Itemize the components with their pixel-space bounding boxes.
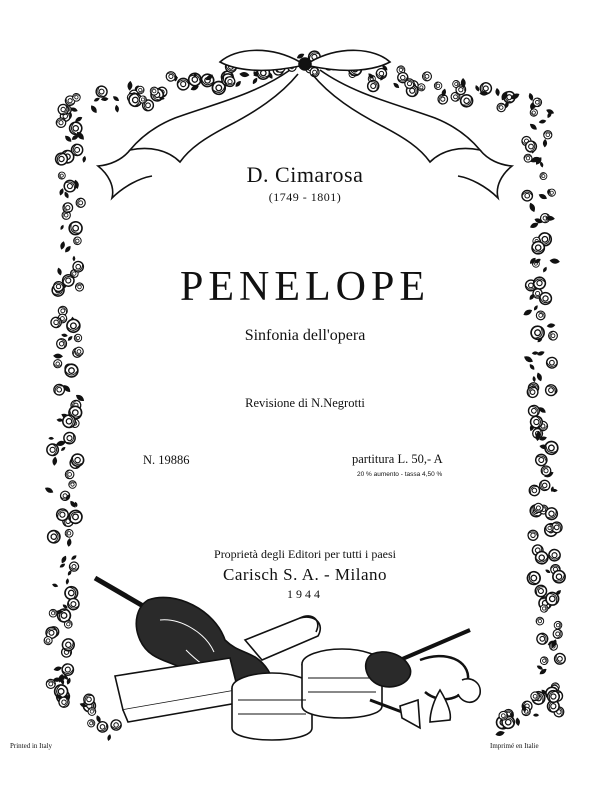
garland-flower: [539, 655, 549, 665]
garland-flower: [392, 82, 400, 90]
garland-flower: [139, 96, 147, 104]
garland-flower: [114, 105, 119, 113]
garland-flower: [528, 122, 538, 131]
garland-flower: [535, 309, 547, 321]
score-price: partitura L. 50,- A: [352, 452, 443, 466]
garland-flower: [110, 719, 122, 731]
garland-flower: [251, 77, 258, 85]
garland-flower: [94, 84, 108, 98]
garland-flower: [64, 134, 73, 143]
garland-flower: [530, 415, 543, 428]
garland-flower: [62, 414, 76, 428]
garland-flower: [554, 621, 562, 629]
garland-flower: [53, 665, 62, 672]
musical-instruments-still-life: [95, 578, 480, 740]
garland-flower: [546, 357, 558, 369]
garland-flower: [60, 446, 66, 452]
garland-flower: [544, 131, 552, 139]
composer-name: D. Cimarosa: [246, 162, 364, 187]
garland-flower: [535, 632, 549, 646]
footer-printed-in: Printed in Italy: [10, 742, 52, 750]
garland-flower: [65, 364, 78, 377]
garland-flower: [72, 256, 75, 262]
garland-flower: [66, 538, 72, 547]
garland-flower: [533, 98, 542, 107]
garland-flower: [52, 382, 67, 397]
garland-flower: [72, 236, 82, 246]
garland-flower: [529, 108, 539, 118]
garland-flower: [538, 119, 546, 124]
garland-flower: [515, 717, 521, 726]
garland-flower: [59, 224, 64, 231]
rights-notice: Proprietà degli Editori per tutti i paesi: [214, 547, 396, 561]
revision-credit: Revisione di N.Negrotti: [245, 396, 365, 410]
garland-flower: [434, 82, 442, 90]
garland-flower: [64, 245, 73, 254]
garland-flower: [53, 359, 62, 368]
garland-flower: [65, 529, 74, 538]
price-surcharge: 20 % aumento - tassa 4,50 %: [357, 471, 443, 478]
garland-flower: [177, 78, 189, 90]
garland-flower: [495, 730, 506, 737]
garland-flower: [107, 734, 112, 742]
garland-flower: [535, 616, 545, 626]
garland-flower: [527, 529, 540, 542]
garland-flower: [127, 81, 133, 91]
garland-flower: [48, 608, 59, 619]
garland-flower: [495, 102, 507, 114]
garland-flower: [543, 439, 560, 456]
garland-flower: [48, 437, 54, 440]
composer-dates: (1749 - 1801): [268, 190, 342, 204]
catalog-number: N. 19886: [143, 453, 190, 467]
garland-flower: [65, 470, 74, 479]
work-subtitle: Sinfonia dell'opera: [244, 327, 366, 344]
garland-flower: [59, 241, 66, 251]
garland-flower: [112, 95, 120, 103]
garland-flower: [89, 104, 98, 114]
garland-flower: [47, 444, 59, 456]
garland-flower: [95, 720, 110, 735]
garland-flower: [536, 372, 544, 382]
garland-flower: [68, 480, 77, 489]
garland-flower: [53, 353, 63, 359]
garland-flower: [523, 354, 534, 364]
garland-flower: [61, 663, 74, 676]
garland-flower: [67, 219, 85, 237]
publication-year: 1944: [287, 587, 323, 601]
garland-flower: [532, 376, 536, 383]
garland-flower: [495, 88, 500, 97]
garland-flower: [532, 241, 545, 254]
publisher-name: Carisch S. A. - Milano: [223, 565, 387, 584]
garland-flower: [52, 456, 58, 466]
garland-flower: [474, 84, 480, 92]
garland-flower: [552, 628, 563, 639]
garland-flower: [528, 363, 535, 371]
garland-flower: [533, 714, 539, 717]
opera-title: PENELOPE: [180, 264, 430, 310]
garland-flower: [239, 71, 250, 77]
garland-flower: [44, 486, 55, 495]
garland-flower: [534, 453, 549, 468]
garland-flower: [47, 530, 60, 543]
footer-imprime-en: Imprimé en Italie: [490, 742, 539, 750]
garland-flower: [93, 97, 101, 103]
garland-flower: [543, 139, 548, 148]
garland-flower: [452, 80, 460, 88]
garland-flower: [422, 71, 432, 81]
garland-flower: [365, 78, 381, 94]
garland-flower: [552, 651, 567, 666]
garland-flower: [225, 77, 235, 87]
garland-flower: [86, 718, 96, 728]
